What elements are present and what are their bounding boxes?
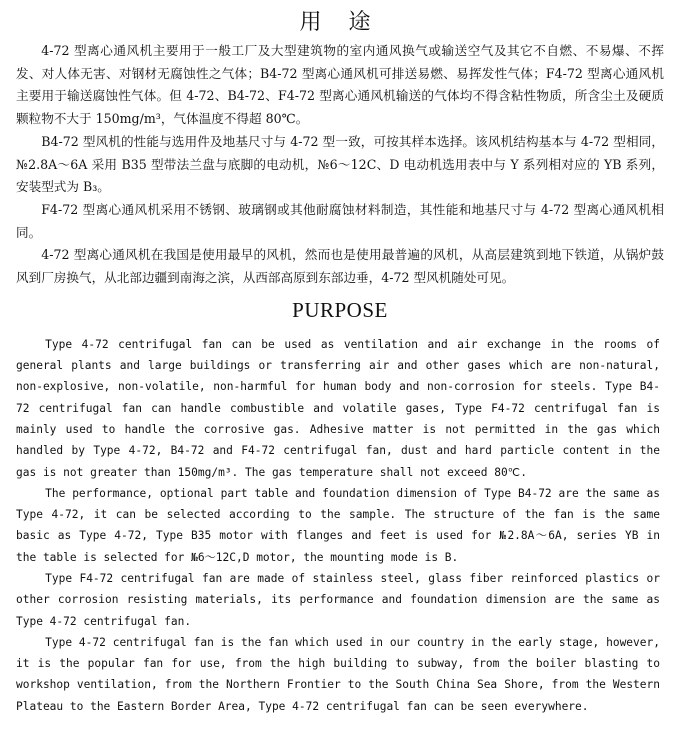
chinese-paragraph-1: 4-72 型离心通风机主要用于一般工厂及大型建筑物的室内通风换气或输送空气及其它不自燃、不易爆、不挥发、对人体无害、对钢材无腐蚀性之气体；B4-72 型离心通风机可排送易燃、易挥发性气体；F4-72 型离心通风机主要用于输送腐蚀性气体。但 4-72、B4-72、F4-72 型离心通风机输送的气体均不得含粘性物质，所含尘土及硬质颗粒物不大于 150mg/m³，气体温度不得超 80℃。 (16, 43, 664, 127)
chinese-paragraph-4: 4-72 型离心通风机在我国是使用最早的风机，然而也是使用最普遍的风机，从高层建筑到地下铁道，从锅炉鼓风到厂房换气，从北部边疆到南海之滨，从西部高原到东部边垂，4-72 型风机随处可见。 (16, 247, 664, 286)
english-paragraph-3: Type F4-72 centrifugal fan are made of stainless steel, glass fiber reinforced plastics or other corrosion resisting materials, its performance and foundation dimension are the same as Type 4-72 centrifugal fan. (16, 572, 660, 628)
english-title: PURPOSE (292, 297, 388, 322)
chinese-title: 用 途 (299, 10, 381, 35)
chinese-paragraph-3: F4-72 型离心通风机采用不锈钢、玻璃钢或其他耐腐蚀材料制造，其性能和地基尺寸与 4-72 型离心通风机相同。 (16, 201, 664, 240)
chinese-paragraph-2: B4-72 型风机的性能与选用件及地基尺寸与 4-72 型一致，可按其样本选择。该风机结构基本与 4-72 型相同，№2.8A～6A 采用 B35 型带法兰盘与底脚的电动机，№6～12C、D 电动机选用表中与 Y 系列相对应的 YB 系列，安装型式为 B₃。 (16, 133, 664, 195)
english-paragraph-2: The performance, optional part table and foundation dimension of Type B4-72 are the same as Type 4-72, it can be selected according to the sample. The structure of the fan is the same basic as Type 4-72, Type B35 motor with flanges and feet is used for №2.8A～6A, series YB in the table is selected for №6～12C,D motor, the mounting mode is B. (16, 486, 660, 564)
chinese-section (0, 40, 680, 290)
english-paragraph-1: Type 4-72 centrifugal fan can be used as ventilation and air exchange in the rooms of general plants and large buildings or transferring air and other gases which are non-natural, non-explosive, non-volatile, non-harmful for human body and non-corrosion for steels. Type B4-72 centrifugal fan can handle combustible and volatile gases, Type F4-72 centrifugal fan is mainly used to handle the corrosive gas. Adhesive matter is not permitted in the gas which handled by Type 4-72, B4-72 and F4-72 centrifugal fan, dust and hard particle content in the gas is not greater than 150mg/m³. The gas temperature shall not exceed 80℃. (16, 337, 660, 479)
english-section (0, 334, 680, 717)
english-paragraph-4: Type 4-72 centrifugal fan is the fan which used in our country in the early stage, however, it is the popular fan for use, from the high building to subway, from the boiler blasting to workshop ventilation, from the Northern Frontier to the South China Sea Shore, from the Western Plateau to the Eastern Border Area, Type 4-72 centrifugal fan can be seen everywhere. (16, 635, 660, 713)
